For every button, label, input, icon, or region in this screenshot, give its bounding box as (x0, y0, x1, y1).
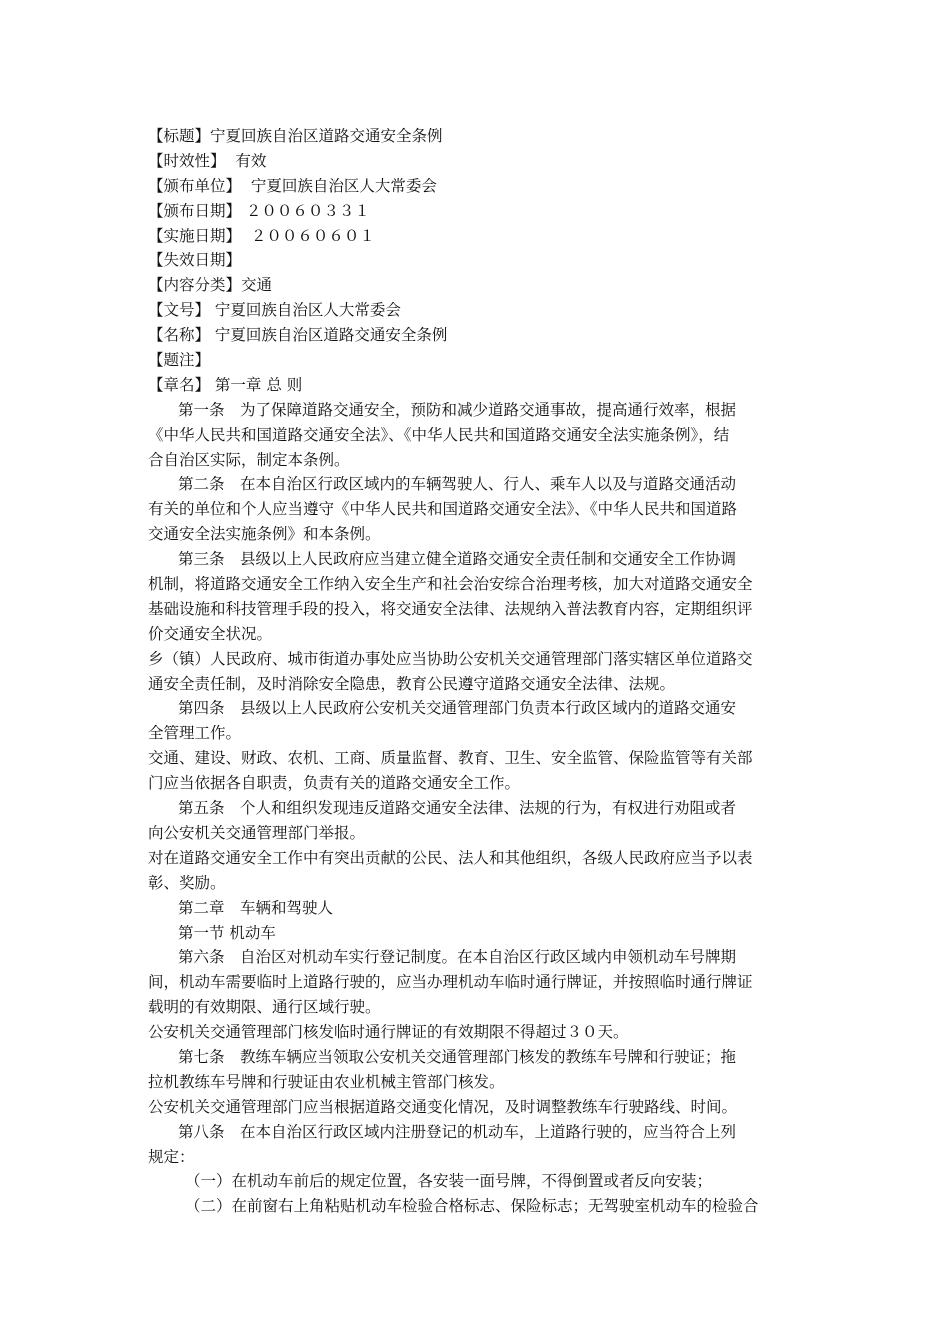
text-line: 【文号】 宁夏回族自治区人大常委会 (148, 301, 401, 320)
text-line: 《中华人民共和国道路交通安全法》、《中华人民共和国道路交通安全法实施条例》，结 (148, 425, 730, 444)
text-line: 门应当依据各自职责，负责有关的道路交通安全工作。 (148, 774, 521, 793)
text-line: 通安全责任制，及时消除安全隐患，教育公民遵守道路交通安全法律、法规。 (148, 674, 676, 693)
text-line: 【内容分类】交通 (148, 276, 273, 295)
text-line: 对在道路交通安全工作中有突出贡献的公民、法人和其他组织，各级人民政府应当予以表 (148, 848, 753, 867)
text-line: 【时效性】 有效 (148, 151, 267, 170)
text-line: 【颁布单位】 宁夏回族自治区人大常委会 (148, 176, 437, 195)
text-line: 基础设施和科技管理手段的投入，将交通安全法律、法规纳入普法教育内容，定期组织评 (148, 599, 753, 618)
text-line: （二）在前窗右上角粘贴机动车检验合格标志、保险标志；无驾驶室机动车的检验合 (185, 1197, 759, 1216)
text-line: 合自治区实际，制定本条例。 (148, 450, 350, 469)
text-line: 拉机教练车号牌和行驶证由农业机械主管部门核发。 (148, 1072, 505, 1091)
text-line: 彰、奖励。 (148, 873, 226, 892)
text-line: 【章名】 第一章 总 则 (148, 375, 303, 394)
text-line: 第一条 为了保障道路交通安全，预防和减少道路交通事故，提高通行效率，根据 (178, 400, 737, 419)
text-line: 机制，将道路交通安全工作纳入安全生产和社会治安综合治理考核，加大对道路交通安全 (148, 575, 753, 594)
text-line: 第一节 机动车 (178, 923, 276, 942)
text-line: 第二章 车辆和驾驶人 (178, 898, 334, 917)
text-line: 第二条 在本自治区行政区域内的车辆驾驶人、行人、乘车人以及与道路交通活动 (178, 475, 737, 494)
text-line: 全管理工作。 (148, 724, 242, 743)
text-line: 【名称】 宁夏回族自治区道路交通安全条例 (148, 326, 448, 345)
text-line: 规定： (148, 1147, 195, 1166)
text-line: 第六条 自治区对机动车实行登记制度。在本自治区行政区域内申领机动车号牌期 (178, 948, 737, 967)
text-line: 第七条 教练车辆应当领取公安机关交通管理部门核发的教练车号牌和行驶证；拖 (178, 1047, 737, 1066)
text-line: 【标题】宁夏回族自治区道路交通安全条例 (148, 127, 443, 145)
text-line: 乡（镇）人民政府、城市街道办事处应当协助公安机关交通管理部门落实辖区单位道路交 (148, 649, 753, 668)
text-line: 【实施日期】 ２００６０６０１ (148, 226, 375, 245)
text-line: 【颁布日期】 ２００６０３３１ (148, 201, 370, 220)
text-line: 价交通安全状况。 (148, 624, 273, 643)
text-line: 间，机动车需要临时上道路行驶的，应当办理机动车临时通行牌证，并按照临时通行牌证 (148, 973, 753, 992)
document-body (148, 124, 804, 1219)
text-line: 第四条 县级以上人民政府公安机关交通管理部门负责本行政区域内的道路交通安 (178, 699, 737, 718)
text-line: 第八条 在本自治区行政区域内注册登记的机动车，上道路行驶的，应当符合上列 (178, 1122, 737, 1141)
text-line: 【题注】 (148, 351, 211, 370)
text-line: 向公安机关交通管理部门举报。 (148, 823, 366, 842)
text-line: 有关的单位和个人应当遵守《中华人民共和国道路交通安全法》、《中华人民共和国道路 (148, 500, 738, 519)
text-line: 公安机关交通管理部门应当根据道路交通变化情况，及时调整教练车行驶路线、时间。 (148, 1097, 738, 1116)
text-line: 交通安全法实施条例》和本条例。 (148, 525, 381, 544)
text-line: 第五条 个人和组织发现违反道路交通安全法律、法规的行为，有权进行劝阻或者 (178, 799, 737, 818)
text-line: （一）在机动车前后的规定位置，各安装一面号牌，不得倒置或者反向安装； (185, 1172, 713, 1191)
text-line: 交通、建设、财政、农机、工商、质量监督、教育、卫生、安全监管、保险监管等有关部 (148, 749, 753, 768)
text-line: 载明的有效期限、通行区域行驶。 (148, 998, 381, 1017)
text-line: 公安机关交通管理部门核发临时通行牌证的有效期限不得超过３０天。 (148, 1023, 629, 1042)
text-line: 第三条 县级以上人民政府应当建立健全道路交通安全责任制和交通安全工作协调 (178, 550, 737, 569)
text-line: 【失效日期】 (148, 251, 242, 270)
